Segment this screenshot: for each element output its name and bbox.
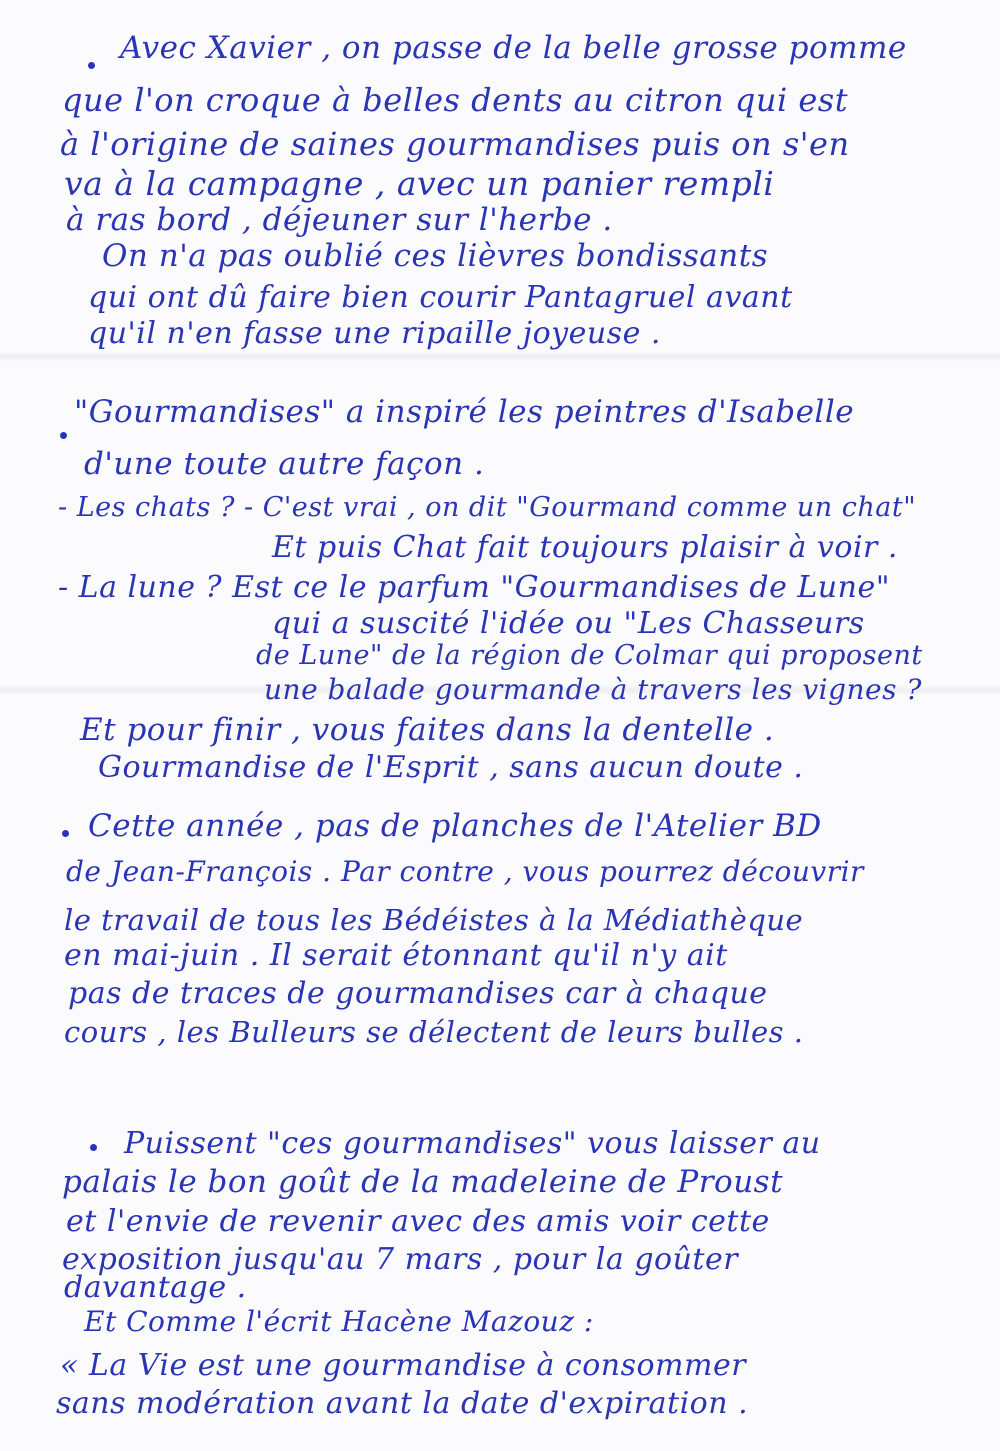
bullet-paragraph-3 xyxy=(62,830,69,837)
text-line: qui ont dû faire bien courir Pantagruel avant xyxy=(88,280,793,315)
text-line: sans modération avant la date d'expiration . xyxy=(56,1386,749,1421)
text-line: va à la campagne , avec un panier rempli xyxy=(64,164,775,203)
bullet-paragraph-2 xyxy=(60,432,67,439)
text-line: "Gourmandises" a inspiré les peintres d'Isabelle xyxy=(74,394,855,430)
text-line: Et pour finir , vous faites dans la dentelle . xyxy=(80,712,775,748)
text-line: qu'il n'en fasse une ripaille joyeuse . xyxy=(88,316,661,351)
text-line: Avec Xavier , on passe de la belle grosse pomme xyxy=(120,30,907,66)
text-line: Puissent "ces gourmandises" vous laisser au xyxy=(124,1126,821,1161)
text-line: et l'envie de revenir avec des amis voir cette xyxy=(66,1204,770,1239)
text-line: Et Comme l'écrit Hacène Mazouz : xyxy=(84,1305,594,1338)
text-line: Gourmandise de l'Esprit , sans aucun doute . xyxy=(98,750,804,785)
text-line: de Lune" de la région de Colmar qui proposent xyxy=(256,640,923,671)
text-line: à ras bord , déjeuner sur l'herbe . xyxy=(66,202,613,238)
text-line: davantage . xyxy=(64,1270,247,1305)
bullet-paragraph-4 xyxy=(90,1144,97,1151)
text-line: le travail de tous les Bédéistes à la Médiathèque xyxy=(64,903,804,937)
text-line: en mai-juin . Il serait étonnant qu'il n'y ait xyxy=(64,938,728,973)
text-line: On n'a pas oublié ces lièvres bondissants xyxy=(102,238,769,274)
text-line: qui a suscité l'idée ou "Les Chasseurs xyxy=(272,606,865,641)
text-line: - Les chats ? - C'est vrai , on dit "Gourmand comme un chat" xyxy=(58,492,917,523)
text-line: une balade gourmande à travers les vignes ? xyxy=(264,673,922,706)
text-line: cours , les Bulleurs se délectent de leurs bulles . xyxy=(64,1015,804,1049)
text-line: palais le bon goût de la madeleine de Proust xyxy=(62,1164,784,1200)
text-line: Et puis Chat fait toujours plaisir à voir . xyxy=(272,530,898,565)
text-line: - La lune ? Est ce le parfum "Gourmandises de Lune" xyxy=(58,570,890,605)
text-line: que l'on croque à belles dents au citron qui est xyxy=(62,81,849,119)
text-line: pas de traces de gourmandises car à chaque xyxy=(68,976,768,1011)
text-line: exposition jusqu'au 7 mars , pour la goûter xyxy=(62,1242,739,1277)
text-line: de Jean-François . Par contre , vous pourrez découvrir xyxy=(66,855,864,888)
text-line: d'une toute autre façon . xyxy=(84,446,485,482)
text-line: à l'origine de saines gourmandises puis on s'en xyxy=(60,125,850,163)
text-line: Cette année , pas de planches de l'Atelier BD xyxy=(88,808,822,844)
bullet-paragraph-1 xyxy=(88,62,95,69)
text-line: « La Vie est une gourmandise à consommer xyxy=(60,1348,747,1383)
